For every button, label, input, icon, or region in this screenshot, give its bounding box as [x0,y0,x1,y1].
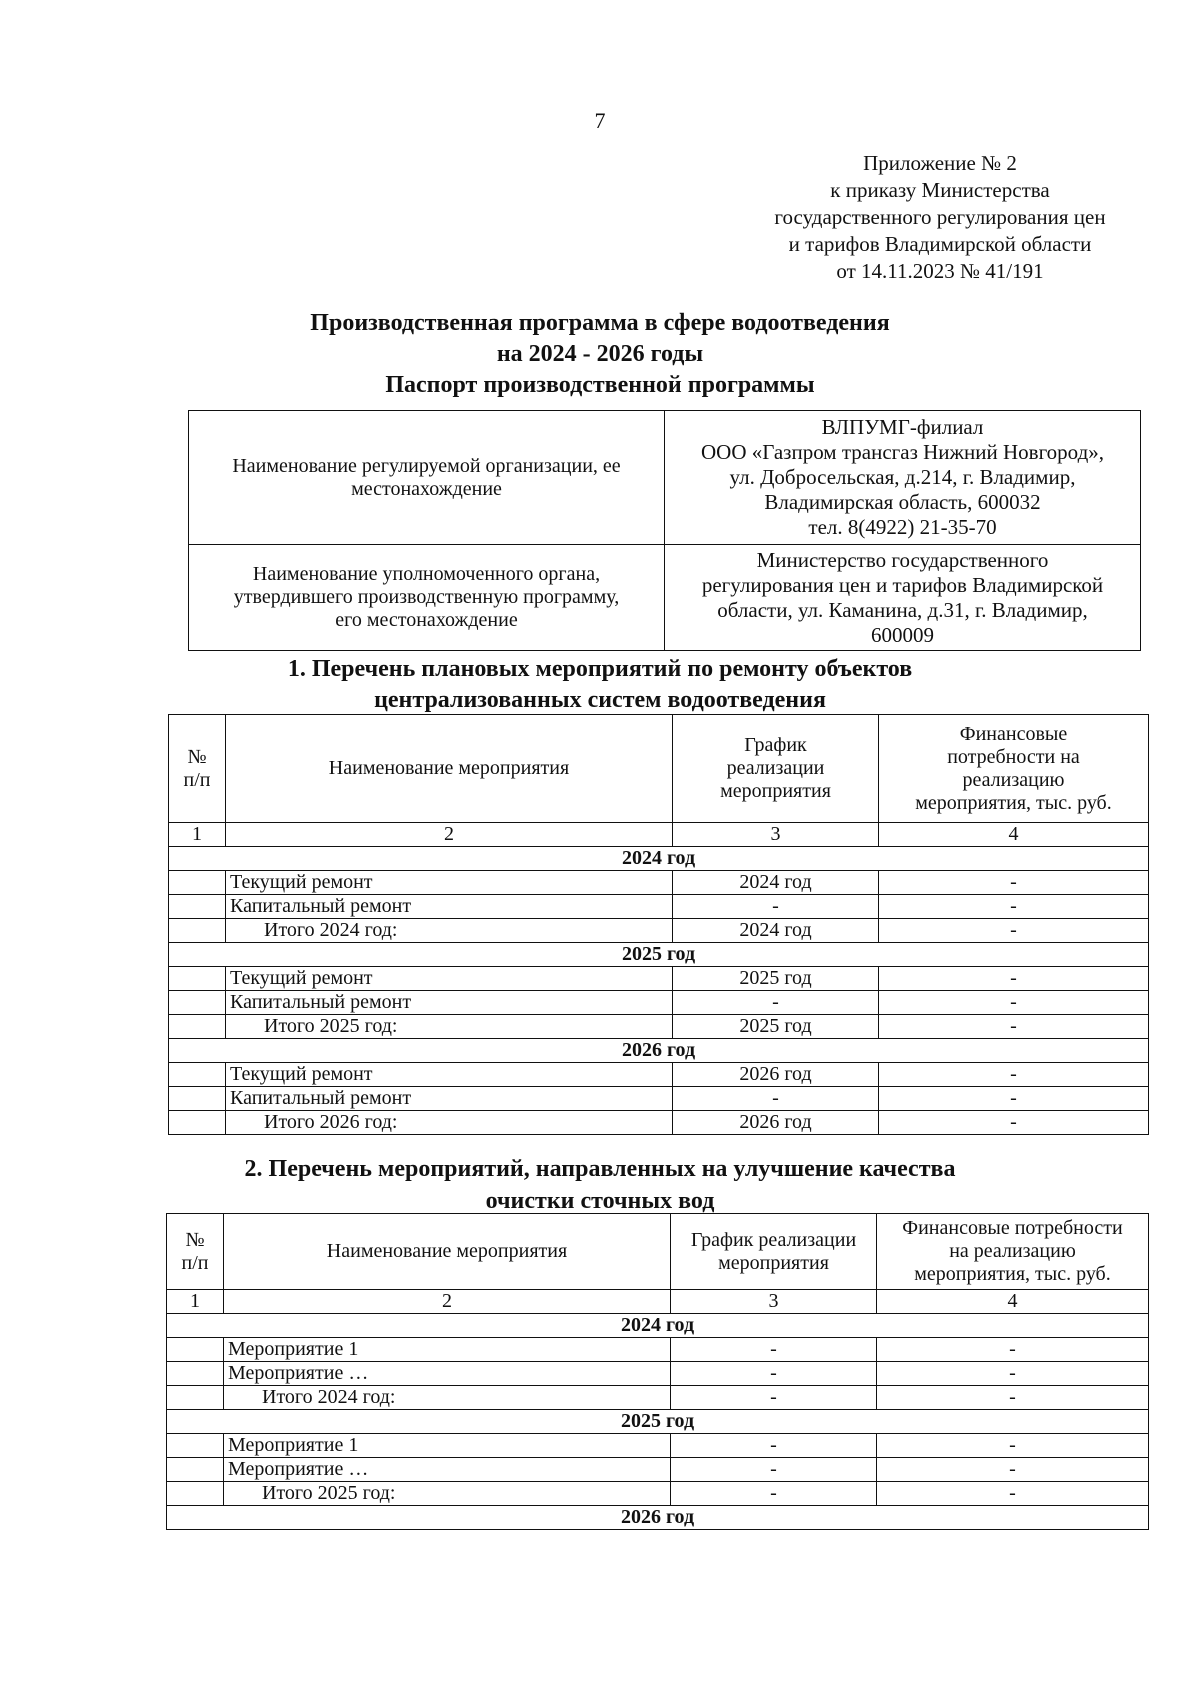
header-finance: Финансовые потребности на реализацию мероприятия, тыс. руб. [879,715,1149,823]
measure-name: Текущий ремонт [226,871,673,895]
measure-finance: - [879,919,1149,943]
table-row [189,545,1141,651]
table-row [169,967,1149,991]
table-row [169,895,1149,919]
row-number [167,1482,224,1506]
table-row [167,1386,1149,1410]
year-row [167,1314,1149,1338]
row-number [169,1015,226,1039]
appendix-line: от 14.11.2023 № 41/191 [836,259,1044,283]
passport-authority-value: Министерство государственного регулирования цен и тарифов Владимирской области, ул. Каманина, д.31, г. Владимир, 600009 [665,545,1141,651]
table-row [169,919,1149,943]
measure-finance: - [877,1338,1149,1362]
header-name: Наименование мероприятия [224,1214,671,1290]
measure-finance: - [879,991,1149,1015]
measure-name: Текущий ремонт [226,967,673,991]
table-row [169,871,1149,895]
table-row [167,1458,1149,1482]
year-row [169,943,1149,967]
measure-schedule: - [671,1386,877,1410]
appendix-line: Приложение № 2 [863,151,1017,175]
measure-name: Текущий ремонт [226,1063,673,1087]
measure-finance: - [879,1063,1149,1087]
row-number [169,919,226,943]
column-number-row [167,1290,1149,1314]
document-subtitle: на 2024 - 2026 годы [496,341,704,367]
header-finance: Финансовые потребности на реализацию мероприятия, тыс. руб. [877,1214,1149,1290]
column-number: 4 [877,1290,1149,1314]
passport-table [188,410,1141,651]
measure-name: Капитальный ремонт [226,1087,673,1111]
document-title: Производственная программа в сфере водоотведения [310,310,890,336]
measure-schedule: - [671,1434,877,1458]
measure-schedule: 2024 год [673,871,879,895]
row-number [169,871,226,895]
appendix-line: и тарифов Владимирской области [788,232,1092,256]
table-header-row [167,1214,1149,1290]
measure-finance: - [879,871,1149,895]
measure-name: Капитальный ремонт [226,895,673,919]
row-number [167,1362,224,1386]
table-row [169,991,1149,1015]
table-row [169,1015,1149,1039]
measure-finance: - [879,1015,1149,1039]
header-schedule: График реализации мероприятия [671,1214,877,1290]
measure-schedule: - [673,895,879,919]
passport-authority-label: Наименование уполномоченного органа, утвердившего производственную программу, его местонахождение [189,545,665,651]
measure-finance: - [879,1111,1149,1135]
year-heading: 2025 год [169,943,1149,967]
measure-name: Итого 2026 год: [226,1111,673,1135]
row-number [167,1434,224,1458]
measure-finance: - [877,1434,1149,1458]
year-heading: 2025 год [167,1410,1149,1434]
row-number [167,1338,224,1362]
column-number: 2 [224,1290,671,1314]
measure-schedule: - [671,1458,877,1482]
header-schedule: График реализации мероприятия [673,715,879,823]
measure-finance: - [879,895,1149,919]
measure-name: Итого 2025 год: [224,1482,671,1506]
table-row [167,1362,1149,1386]
appendix-line: к приказу Министерства [830,178,1050,202]
repair-measures-table [168,714,1149,1135]
measure-schedule: - [673,991,879,1015]
row-number [169,967,226,991]
measure-schedule: - [671,1482,877,1506]
measure-schedule: 2026 год [673,1063,879,1087]
row-number [167,1458,224,1482]
table-body [167,1314,1149,1530]
section1-title-cont: централизованных систем водоотведения [374,687,826,713]
appendix-block [740,150,1140,285]
header-num: № п/п [169,715,226,823]
measure-name: Мероприятие … [224,1362,671,1386]
section2-title-cont: очистки сточных вод [485,1188,715,1214]
section1-title: 1. Перечень плановых мероприятий по ремонту объектов [287,656,913,682]
year-row [169,847,1149,871]
header-num: № п/п [167,1214,224,1290]
row-number [169,895,226,919]
measure-finance: - [877,1458,1149,1482]
appendix-line: государственного регулирования цен [774,205,1106,229]
row-number [167,1386,224,1410]
measure-finance: - [877,1386,1149,1410]
measure-name: Итого 2024 год: [226,919,673,943]
row-number [169,991,226,1015]
table-body [169,847,1149,1135]
row-number [169,1111,226,1135]
measure-name: Итого 2025 год: [226,1015,673,1039]
column-number: 3 [673,823,879,847]
table-row [169,1063,1149,1087]
section2-title: 2. Перечень мероприятий, направленных на улучшение качества [244,1156,956,1182]
column-number: 1 [167,1290,224,1314]
row-number [169,1063,226,1087]
measure-finance: - [877,1362,1149,1386]
year-row [167,1506,1149,1530]
measure-schedule: 2025 год [673,1015,879,1039]
passport-org-value: ВЛПУМГ-филиал ООО «Газпром трансгаз Нижний Новгород», ул. Добросельская, д.214, г. Владимир, Владимирская область, 600032 тел. 8(4922) 21-35-70 [665,411,1141,545]
measure-schedule: 2025 год [673,967,879,991]
passport-org-label: Наименование регулируемой организации, ее местонахождение [189,411,665,545]
measure-schedule: - [673,1087,879,1111]
table-header-row [169,715,1149,823]
measure-name: Итого 2024 год: [224,1386,671,1410]
year-row [169,1039,1149,1063]
page-number: 7 [594,108,606,133]
measure-schedule: - [671,1362,877,1386]
passport-heading: Паспорт производственной программы [385,372,815,398]
measure-finance: - [879,1087,1149,1111]
measure-schedule: 2026 год [673,1111,879,1135]
table-row [167,1338,1149,1362]
measure-schedule: - [671,1338,877,1362]
table-row [167,1434,1149,1458]
column-number: 4 [879,823,1149,847]
measure-name: Мероприятие 1 [224,1434,671,1458]
measure-name: Мероприятие 1 [224,1338,671,1362]
year-row [167,1410,1149,1434]
year-heading: 2024 год [167,1314,1149,1338]
column-number-row [169,823,1149,847]
table-row [189,411,1141,545]
year-heading: 2024 год [169,847,1149,871]
measure-schedule: 2024 год [673,919,879,943]
measure-finance: - [877,1482,1149,1506]
measure-name: Капитальный ремонт [226,991,673,1015]
measure-finance: - [879,967,1149,991]
header-name: Наименование мероприятия [226,715,673,823]
table-row [169,1111,1149,1135]
measure-name: Мероприятие … [224,1458,671,1482]
column-number: 1 [169,823,226,847]
row-number [169,1087,226,1111]
quality-measures-table [166,1213,1149,1530]
table-row [169,1087,1149,1111]
table-row [167,1482,1149,1506]
year-heading: 2026 год [169,1039,1149,1063]
column-number: 3 [671,1290,877,1314]
column-number: 2 [226,823,673,847]
year-heading: 2026 год [167,1506,1149,1530]
